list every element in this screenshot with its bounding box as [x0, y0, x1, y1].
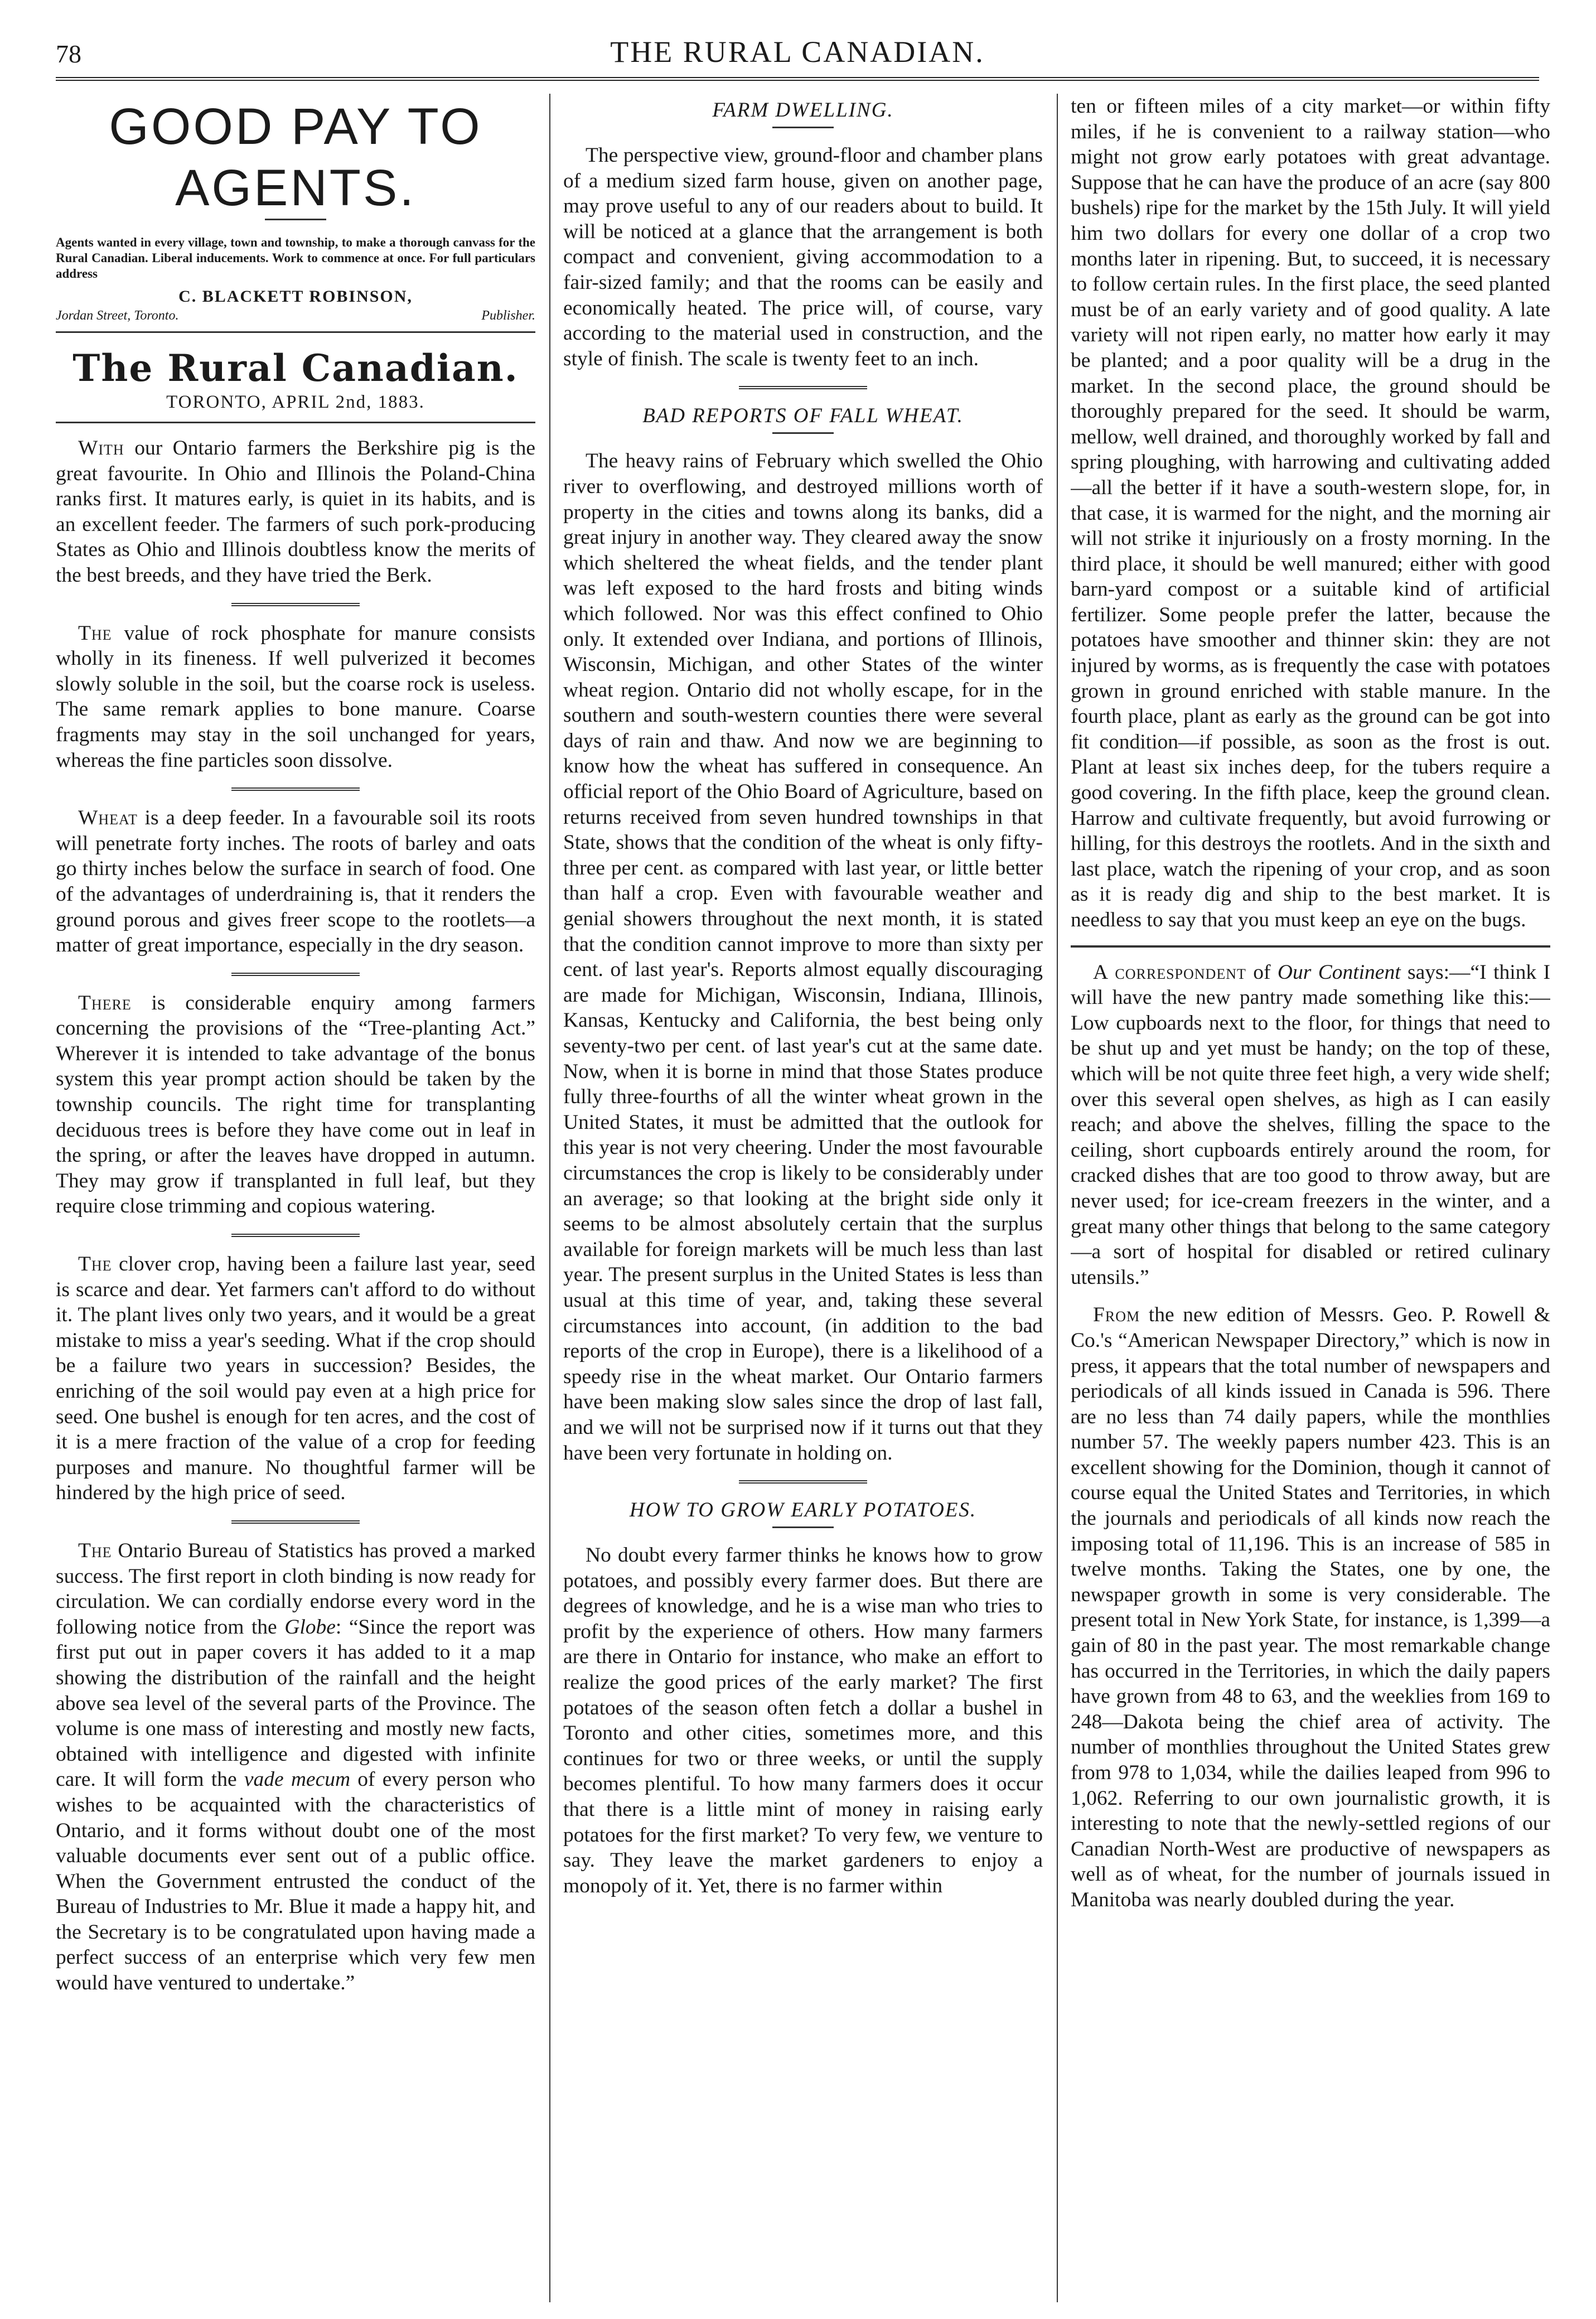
column-divider: [549, 94, 550, 2302]
masthead-rule: [56, 422, 535, 423]
running-title: THE RURAL CANADIAN.: [610, 35, 985, 69]
paragraph-text: says:—“I think I will have the new pantry made something like this:—Low cupboards next to the floor, for things that need to be shut up and yet must be handy; on the top of these, which will be not quite three feet high, a very wide shelf; over this several open shelves, as high as I can easily reach; and above the shelves, filling the space to the ceiling, short cupboards entirely around the room, for cracked dishes that are too good to throw away, but are never used; for ice-cream freezers in the winter, and a great many other things that belong to the same category—a sort of hospital for disabled or retired culinary utensils.”: [1071, 960, 1550, 1289]
publisher-line: [56, 308, 535, 333]
paragraph-text: clover crop, having been a failure last year, seed is scarce and dear. Yet farmers can't afford to do without it. The plant lives only two years, and it would be a great mistake to miss a year's seeding. What if the crop should be a failure two years in succession? Besides, the enriching of the soil would pay even at a high price for seed. One bushel is enough for ten acres, and the cost of it is a mere fraction of the value of a crop for feeding purposes and manure. No thoughtful farmer will be hindered by the high price of seed.: [56, 1253, 535, 1505]
paragraph-lead: Wheat: [78, 806, 138, 830]
masthead-dateline: TORONTO, APRIL 2nd, 1883.: [166, 392, 425, 412]
page-header: [56, 35, 1539, 74]
paragraph-lead: From: [1093, 1303, 1140, 1327]
article-farm-dwelling: The perspective view, ground-floor and chamber plans of a medium sized farm house, given on another page, may prove useful to any of our readers about to build. It will be noticed at a glance that the arrangement is both compact and convenient, giving accommodation to a fair-sized family; and that the rooms can be easily and economically heated. The price will, of course, vary according to the material used in construction, and the style of finish. The scale is twenty feet to an inch.: [563, 144, 1043, 370]
divider: [231, 1520, 360, 1524]
paragraph-lead: A correspondent: [1093, 960, 1246, 984]
article-early-potatoes-continued: ten or fifteen miles of a city market—or within fifty miles, if he is convenient to a railway station—who might not grow early potatoes with great advantage. Suppose that he can have the produce of an acre (say 800 bushels) ripe for the market by the 15th July. It will yield him two dollars for every one dollar of a crop two months later in ripening. But, to succeed, it is necessary to follow certain rules. In the first place, the seed planted must be of an early variety and of good quality. A late variety will not ripen early, no matter how early it may be planted; and a poor quality will be a drug in the market. In the second place, the ground should be thoroughly prepared for the seed. It should be warm, mellow, well drained, and thoroughly worked by fall and spring ploughing, with harrowing and cultivating added—all the better if it have a south-western slope, for, in that case, it is warmed for the night, and the morning air will not strike it injuriously on a frosty morning. In the third place, it should be well manured; either with good barn-yard compost or a suitable kind of artificial fertilizer. Some people prefer the latter, because the potatoes have smoother and thinner skin: they are not injured by worms, as is frequently the case with potatoes grown in ground enriched with stable manure. In the fourth place, plant as early as the ground can be got into fit condition—if possible, as soon as the frost is out. Plant at least six inches deep, for the tubers require a good covering. In the fifth place, keep the ground clean. Harrow and cultivate frequently, but avoid furrowing or hilling, for this destroys the rootlets. And in the sixth and last place, watch the ripening of your crop, and as soon as it is ready dig and ship to the best market. It is needless to say that you must keep an eye on the bugs.: [1071, 95, 1550, 931]
paragraph-lead: With: [78, 437, 124, 460]
divider: [1071, 945, 1550, 948]
section-heading-fall-wheat: BAD REPORTS OF FALL WHEAT.: [642, 404, 964, 428]
latin-phrase: vade mecum: [244, 1768, 351, 1791]
paragraph-lead: The: [78, 621, 112, 645]
publisher-name: C. BLACKETT ROBINSON,: [178, 287, 413, 306]
paragraph-rock-phosphate: [56, 621, 535, 774]
article-early-potatoes: No doubt every farmer thinks he knows how to grow potatoes, and possibly every farmer does. But there are degrees of knowledge, and he is a wise man who tries to profit by the experience of others. How many farmers are there in Ontario for instance, who make an effort to realize the good prices of the early market? The first potatoes of the season often fetch a dollar a bushel in Toronto and other cities, sometimes more, and this continues for two or three weeks, or until the supply becomes plentiful. To how many farmers does it occur that there is a little mint of money in raising early potatoes for the first market? To very few, we venture to say. They leave the market gardeners to enjoy a monopoly of it. Yet, there is no farmer within: [563, 1544, 1043, 1897]
divider: [739, 386, 867, 389]
publisher-address: Jordan Street, Toronto.: [56, 308, 179, 323]
paragraph-text: is a deep feeder. In a favourable soil its roots will penetrate forty inches. The roots of barley and oats go thirty inches below the surface in search of food. One of the advantages of underdraining is, that it renders the ground porous and gives freer scope to the rootlets—a matter of great importance, especially in the dry season.: [56, 806, 535, 957]
agents-advertisement: [56, 96, 535, 333]
paragraph-text: of: [1246, 960, 1278, 984]
section-heading-early-potatoes: HOW TO GROW EARLY POTATOES.: [629, 1499, 977, 1522]
paragraph-text: : “Since the report was first put out in paper covers it has added to it a map showing the distribution of the rainfall and the height above sea level of the several parts of the Province. The volume is one mass of interesting and mostly new facts, obtained with intelligence and digested with infinite care. It will form the: [56, 1615, 535, 1791]
paragraph-lead: The: [78, 1253, 112, 1276]
paragraph-text: Ontario Bureau of Statistics has proved a marked success. The first report in cloth binding is now ready for circulation. We can cordially endorse every word in the following notice from the: [56, 1539, 535, 1639]
divider: [772, 127, 834, 128]
paragraph-newspaper-directory: [1071, 1302, 1550, 1912]
paragraph-text: is considerable enquiry among farmers concerning the provisions of the “Tree-planting Act.” Wherever it is intended to take advantage of the bonus system this year prompt action should be taken by the township councils. The right time for transplanting deciduous trees is before they have come out in leaf in the spring, or after the leaves have dropped in autumn. They may grow if transplanted in full leaf, but they require close trimming and copious watering.: [56, 991, 535, 1218]
paragraph-berkshire-pig: [56, 436, 535, 588]
paragraph-lead: There: [78, 991, 132, 1014]
masthead-title: The Rural Canadian.: [72, 346, 519, 390]
paragraph-tree-planting: [56, 991, 535, 1219]
column-2: [563, 94, 1043, 2302]
column-divider: [1057, 94, 1058, 2302]
paragraph-pantry: [1071, 960, 1550, 1291]
publication-name: Our Continent: [1277, 960, 1401, 984]
column-3: [1071, 94, 1550, 2302]
divider: [772, 1526, 834, 1528]
newspaper-name: Globe: [284, 1615, 336, 1639]
divider: [231, 788, 360, 791]
column-1: [56, 94, 535, 2302]
divider: [231, 973, 360, 976]
publisher-label: Publisher.: [481, 308, 535, 323]
paragraph-text: value of rock phosphate for manure consists wholly in its fineness. If well pulverized it becomes slowly soluble in the soil, but the coarse rock is useless. The same remark applies to bone manure. Coarse fragments may stay in the soil unchanged for years, whereas the fine particles soon dissolve.: [56, 621, 535, 772]
advertisement-title: GOOD PAY TO AGENTS.: [109, 98, 482, 216]
section-heading-farm-dwelling: FARM DWELLING.: [712, 99, 894, 122]
paragraph-wheat-feeder: [56, 805, 535, 958]
paragraph-text: our Ontario farmers the Berkshire pig is the great favourite. In Ohio and Illinois the Poland-China ranks first. It matures early, is quiet in its habits, and is an excellent feeder. The farmers of such pork-producing States as Ohio and Illinois doubtless know the merits of the best breeds, and they have tried the Berk.: [56, 437, 535, 587]
page-number: 78: [56, 40, 81, 68]
divider: [265, 219, 326, 220]
divider: [231, 603, 360, 606]
paragraph-bureau-statistics: [56, 1538, 535, 1996]
paragraph-lead: The: [78, 1539, 112, 1562]
divider: [772, 432, 834, 434]
divider: [231, 1234, 360, 1237]
paragraph-text: of every person who wishes to be acquainted with the characteristics of Ontario, and it forms without doubt one of the most valuable documents ever sent out of a public office. When the Government entrusted the conduct of the Bureau of Industries to Mr. Blue it made a happy hit, and the Secretary is to be congratulated upon having made a perfect success of an enterprise which very few men would have ventured to undertake.”: [56, 1768, 535, 1995]
divider: [739, 1480, 867, 1484]
paragraph-text: the new edition of Messrs. Geo. P. Rowell & Co.'s “American Newspaper Directory,” which is now in press, it appears that the total number of newspapers and periodicals of all kinds issued in Canada is 596. There are no less than 74 daily papers, while the monthlies number 57. The weekly papers number 423. This is an excellent showing for the Dominion, though it cannot of course equal the United States and Territories, in which the journals and periodicals of all kinds now reach the imposing total of 11,196. This is an increase of 585 in twelve months. Taking the States, one by one, the newspaper growth in some is very considerable. The present total in New York State, for instance, is 1,399—a gain of 80 in the past year. The most remarkable change has occurred in the Territories, in which the daily papers have grown from 48 to 63, and the weeklies from 169 to 248—Dakota being the chief area of activity. The number of monthlies throughout the United States grew from 978 to 1,034, while the dailies leaped from 996 to 1,062. Referring to our own journalistic growth, it is interesting to note that the newly-settled regions of our Canadian North-West are productive of newspapers as well as of wheat, for the number of journals issued in Manitoba was nearly doubled during the year.: [1071, 1303, 1550, 1911]
advertisement-text: Agents wanted in every village, town and township, to make a thorough canvass for the Rural Canadian. Liberal inducements. Work to commence at once. For full particulars address: [56, 235, 535, 281]
header-rule: [56, 77, 1539, 81]
article-fall-wheat: The heavy rains of February which swelled the Ohio river to overflowing, and destroyed millions worth of property in the cities and towns along its banks, did a great injury in another way. They cleared away the snow which sheltered the wheat fields, and the tender plant was left exposed to the hard frosts and biting winds which followed. Nor was this effect confined to Ohio only. It extended over Indiana, and portions of Illinois, Wisconsin, Michigan, and other States of the winter wheat region. Ontario did not wholly escape, for in the southern and south-western counties there were several days of rain and thaw. And now we are beginning to know how the wheat has suffered in consequence. An official report of the Ohio Board of Agriculture, based on returns received from seven hundred townships in that State, shows that the condition of the wheat is only fifty-three per cent. as compared with last year, or little better than half a crop. Even with favourable weather and genial showers throughout the next month, it is stated that the condition cannot improve to more than sixty per cent. of last year's. Reports almost equally discouraging are made for Michigan, Wisconsin, Indiana, Illinois, Kansas, Kentucky and California, the best being only seventy-two per cent. of last year's cut at the same date. Now, when it is borne in mind that those States produce fully three-fourths of all the winter wheat grown in the United States, it must be admitted that the outlook for this year is not very cheering. Under the most favourable circumstances the crop is likely to be considerably under an average; so that looking at the bright side only it seems to be almost absolutely certain that the surplus available for foreign markets will be much less than last year. The present surplus in the United States is less than usual at this time of year, and, taking these several circumstances into account, (in addition to the bad reports of the crop in Europe), there is a likelihood of a speedy rise in the wheat market. Our Ontario farmers have been making slow sales since the drop of last fall, and we will not be surprised now if it turns out that they have been very fortunate in holding on.: [563, 450, 1043, 1465]
paragraph-clover-crop: [56, 1252, 535, 1506]
